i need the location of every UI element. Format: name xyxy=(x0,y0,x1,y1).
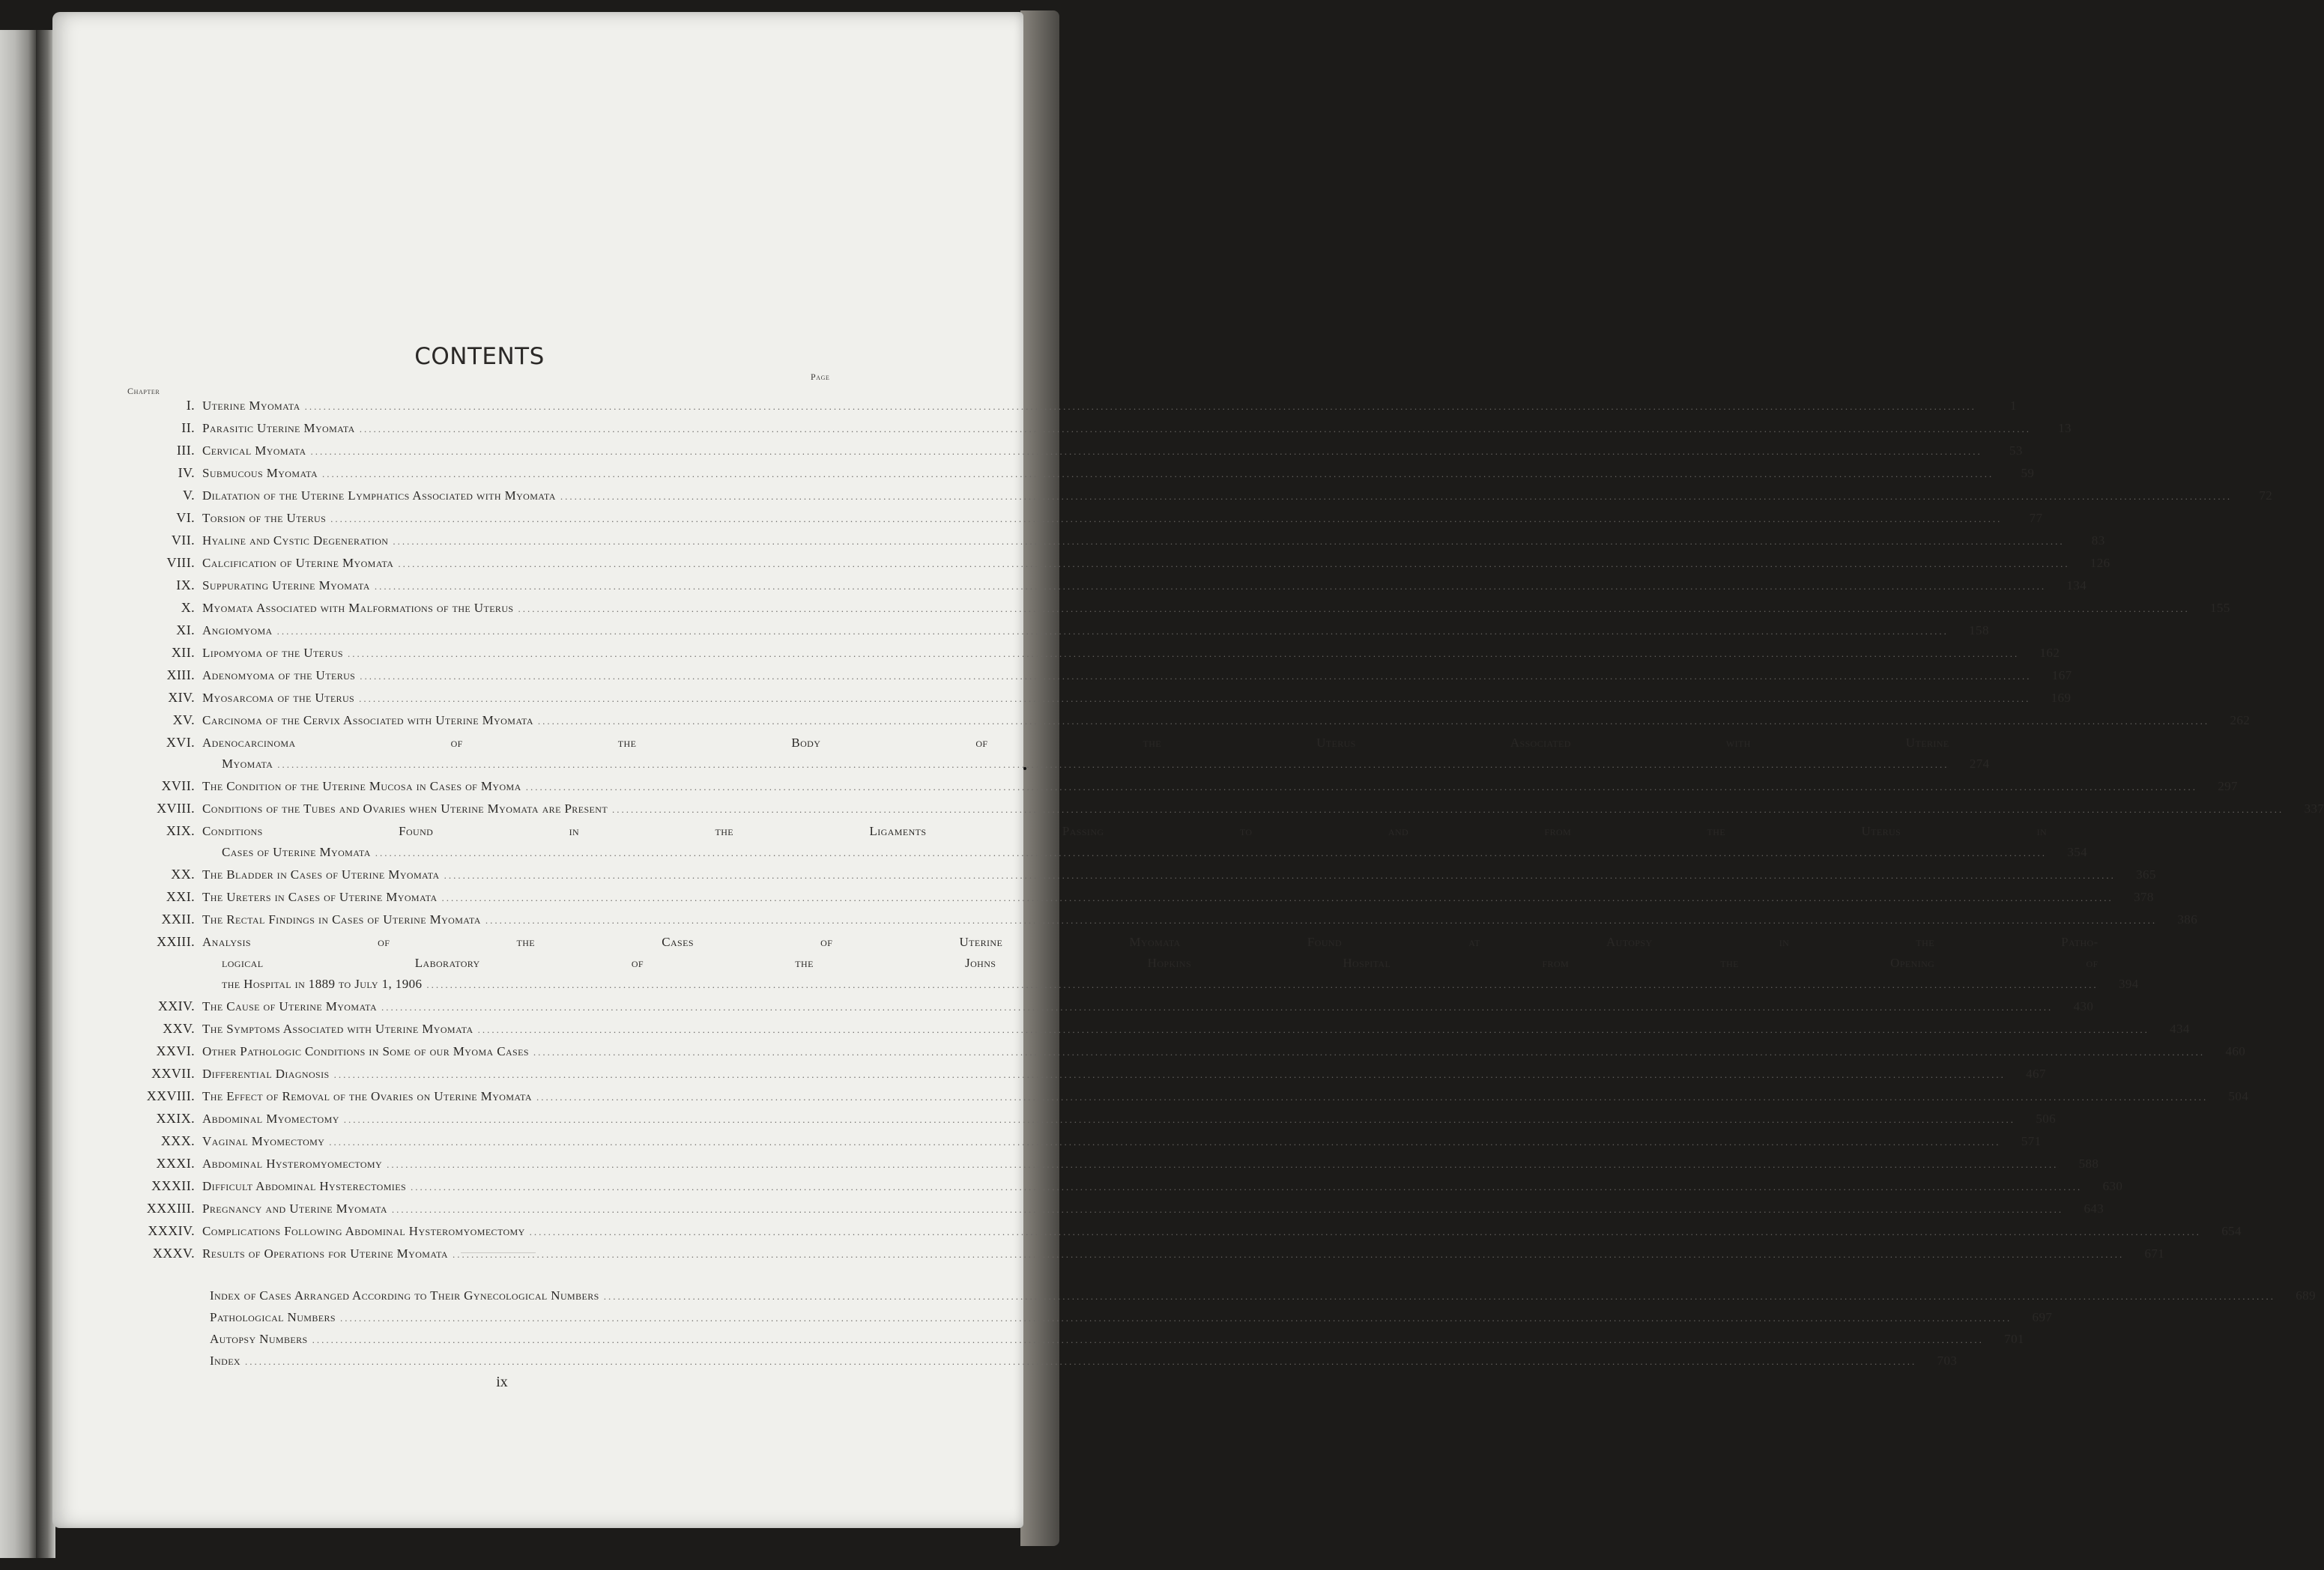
page-ref: 83 xyxy=(2091,533,2105,548)
page-title: CONTENTS xyxy=(414,343,545,370)
chapter-title: Conditions of the Tubes and Ovaries when Uterine Myomata are Present xyxy=(202,801,608,816)
dot-leader xyxy=(442,888,2113,909)
toc-row xyxy=(120,798,2324,820)
chapter-number: XX. xyxy=(171,867,195,882)
page-ref: 504 xyxy=(2228,1089,2249,1103)
chapter-number: XXVII. xyxy=(151,1066,195,1081)
page-ref: 162 xyxy=(2039,646,2060,660)
page-ref: 337 xyxy=(2304,801,2324,816)
chapter-title: Difficult Abdominal Hysterectomies xyxy=(202,1179,407,1193)
chapter-title: The Symptoms Associated with Uterine Myomata xyxy=(202,1022,473,1036)
chapter-title: Conditions Found in the Ligaments Passing to and from the Uterus in xyxy=(202,824,2048,838)
dot-leader xyxy=(360,419,2031,440)
chapter-title: Analysis of the Cases of Uterine Myomata Found at Autopsy in the Patho- xyxy=(202,935,2098,949)
toc-row xyxy=(120,886,2154,909)
page-ref: 460 xyxy=(2225,1044,2246,1058)
chapter-title: The Bladder in Cases of Uterine Myomata xyxy=(202,867,440,882)
toc-row xyxy=(120,1130,2042,1153)
section-divider xyxy=(461,1252,536,1253)
chapter-number: XVI. xyxy=(166,735,195,750)
chapter-number: VIII. xyxy=(166,555,195,570)
chapter-title: Myomata Associated with Malformations of the Uterus xyxy=(202,601,514,615)
chapter-title: Lipomyoma of the Uterus xyxy=(202,646,343,660)
chapter-number: X. xyxy=(181,600,195,615)
toc-row xyxy=(120,552,2110,575)
page-ref: 1 xyxy=(2010,398,2017,413)
toc-row xyxy=(120,440,2023,462)
index-row xyxy=(210,1351,1958,1372)
chapter-number: XIV. xyxy=(168,690,195,705)
chapter-title-continued: the Hospital in 1889 to July 1, 1906 xyxy=(222,977,423,991)
dot-leader xyxy=(485,910,2157,931)
dot-leader xyxy=(536,1087,2208,1108)
toc-row xyxy=(120,1063,2046,1085)
chapter-number: XV. xyxy=(172,712,195,727)
toc-row xyxy=(120,1108,2057,1130)
page-ref: 169 xyxy=(2051,691,2072,705)
page-ref: 354 xyxy=(2067,845,2088,859)
dot-leader xyxy=(360,666,2031,687)
chapter-number: XXXII. xyxy=(151,1178,195,1193)
chapter-title-continued: Myomata xyxy=(222,757,273,771)
dot-leader xyxy=(612,799,2284,820)
toc-row xyxy=(120,575,2087,597)
chapter-number: XII. xyxy=(171,645,195,660)
chapter-number: XXXIII. xyxy=(146,1201,195,1216)
page-column-header: Page xyxy=(811,372,830,382)
page-ref: 158 xyxy=(1969,623,1989,637)
index-title: Autopsy Numbers xyxy=(210,1332,308,1346)
toc-row xyxy=(120,1198,2104,1220)
page-ref: 59 xyxy=(2021,466,2035,480)
chapter-title: Complications Following Abdominal Hysteromyomectomy xyxy=(202,1224,525,1238)
toc-row xyxy=(120,1220,2242,1243)
chapter-title: Uterine Myomata xyxy=(202,398,300,413)
left-page-edge xyxy=(0,30,37,1558)
dot-leader xyxy=(604,1286,2275,1307)
page-ref: 13 xyxy=(2058,421,2072,435)
dot-leader xyxy=(348,643,2019,664)
index-title: Index of Cases Arranged According to Their Gynecological Numbers xyxy=(210,1288,599,1303)
dot-leader xyxy=(322,464,1994,485)
toc-row xyxy=(120,995,2094,1018)
page-ref: 701 xyxy=(2004,1332,2024,1346)
chapter-number: I. xyxy=(186,398,195,413)
dot-leader xyxy=(560,486,2232,507)
chapter-title: Abdominal Hysteromyomectomy xyxy=(202,1157,383,1171)
chapter-title: Adenocarcinoma of the Body of the Uterus Associated with Uterine xyxy=(202,736,1949,750)
chapter-number: III. xyxy=(176,443,195,458)
page-ref: 155 xyxy=(2210,601,2230,615)
toc-row xyxy=(120,395,2017,417)
chapter-number: XI. xyxy=(176,622,195,637)
toc-row xyxy=(120,775,2238,798)
dot-leader xyxy=(330,509,2002,530)
toc-row xyxy=(120,417,2072,440)
chapter-number: XXIV. xyxy=(157,998,195,1013)
toc-row xyxy=(120,687,2072,709)
page-ref: 571 xyxy=(2021,1134,2042,1148)
page-ref: 134 xyxy=(2066,578,2087,592)
page-ref: 262 xyxy=(2230,713,2251,727)
chapter-title: The Ureters in Cases of Uterine Myomata xyxy=(202,890,438,904)
chapter-number: XXVIII. xyxy=(146,1088,195,1103)
chapter-title: Torsion of the Uterus xyxy=(202,511,327,525)
dot-leader xyxy=(411,1177,2082,1198)
page-ref: 630 xyxy=(2102,1179,2123,1193)
toc-row xyxy=(120,732,1990,775)
toc-row xyxy=(120,1040,2246,1063)
index-row xyxy=(210,1329,2024,1351)
chapter-title: Cervical Myomata xyxy=(202,443,306,458)
index-title: Pathological Numbers xyxy=(210,1310,336,1324)
toc-row xyxy=(120,1175,2123,1198)
page-ref: 297 xyxy=(2218,779,2238,793)
chapter-title: Angiomyoma xyxy=(202,623,273,637)
toc-row xyxy=(120,1243,2165,1265)
chapter-title: Abdominal Myomectomy xyxy=(202,1112,339,1126)
chapter-title: Pregnancy and Uterine Myomata xyxy=(202,1201,387,1216)
chapter-number: XIX. xyxy=(166,823,195,838)
page-ref: 671 xyxy=(2144,1246,2165,1261)
page-ref: 430 xyxy=(2073,999,2094,1013)
page-ref: 365 xyxy=(2136,867,2156,882)
page-number: ix xyxy=(496,1374,508,1390)
dot-leader xyxy=(533,1042,2205,1063)
chapter-number: XXXIV. xyxy=(148,1223,195,1238)
chapter-number: XXV. xyxy=(163,1021,195,1036)
chapter-number: IX. xyxy=(176,578,195,592)
page-ref: 654 xyxy=(2221,1224,2242,1238)
dot-leader xyxy=(329,1132,2000,1153)
page-ref: 506 xyxy=(2036,1112,2057,1126)
chapter-number: XXIX. xyxy=(156,1111,195,1126)
index-list xyxy=(210,1285,2316,1372)
chapter-title: Calcification of Uterine Myomata xyxy=(202,556,394,570)
chapter-title: The Condition of the Uterine Mucosa in Cases of Myoma xyxy=(202,779,521,793)
chapter-list xyxy=(120,395,2324,1265)
chapter-number: XXII. xyxy=(161,912,195,927)
chapter-number: XXX. xyxy=(160,1133,195,1148)
dot-leader xyxy=(426,975,2098,995)
toc-row xyxy=(120,619,1989,642)
toc-row xyxy=(120,507,2043,530)
chapter-title: Differential Diagnosis xyxy=(202,1067,330,1081)
chapter-number: XXI. xyxy=(166,889,195,904)
toc-row xyxy=(120,1153,2099,1175)
dot-leader xyxy=(340,1308,2012,1329)
dot-leader xyxy=(245,1351,1916,1372)
chapter-title: Myosarcoma of the Uterus xyxy=(202,691,355,705)
dot-leader xyxy=(277,621,1949,642)
chapter-number: XVIII. xyxy=(157,801,195,816)
toc-row xyxy=(120,485,2273,507)
dot-leader xyxy=(393,531,2064,552)
dot-leader xyxy=(305,396,1976,417)
toc-row xyxy=(120,1018,2190,1040)
toc-row xyxy=(120,642,2060,664)
chapter-number: XIII. xyxy=(166,667,195,682)
toc-row xyxy=(120,530,2105,552)
page-ref: 274 xyxy=(1969,757,1990,771)
chapter-title: Vaginal Myomectomy xyxy=(202,1134,325,1148)
dot-leader xyxy=(375,576,2046,597)
chapter-title: Other Pathologic Conditions in Some of our Myoma Cases xyxy=(202,1044,529,1058)
page-ref: 167 xyxy=(2051,668,2072,682)
page-ref: 689 xyxy=(2296,1288,2316,1303)
dot-leader xyxy=(311,441,1982,462)
dot-leader xyxy=(530,1222,2201,1243)
chapter-number: V. xyxy=(183,488,195,503)
chapter-title: Carcinoma of the Cervix Associated with Uterine Myomata xyxy=(202,713,533,727)
dot-leader xyxy=(359,688,2030,709)
chapter-title: Adenomyoma of the Uterus xyxy=(202,668,356,682)
page-ref: 434 xyxy=(2170,1022,2190,1036)
chapter-number: XVII. xyxy=(161,778,195,793)
chapter-title: The Effect of Removal of the Ovaries on Uterine Myomata xyxy=(202,1089,532,1103)
chapter-number: VI. xyxy=(176,510,195,525)
chapter-title-continued: Cases of Uterine Myomata xyxy=(222,845,371,859)
chapter-column-header: Chapter xyxy=(127,386,160,396)
dot-leader xyxy=(344,1109,2015,1130)
page-ref: 53 xyxy=(2009,443,2023,458)
dot-leader xyxy=(381,997,2053,1018)
toc-row xyxy=(120,462,2035,485)
page-ref: 394 xyxy=(2118,977,2139,991)
index-row xyxy=(210,1285,2316,1307)
chapter-title: Results of Operations for Uterine Myomata xyxy=(202,1246,448,1261)
chapter-title: Parasitic Uterine Myomata xyxy=(202,421,355,435)
dot-leader xyxy=(478,1019,2149,1040)
dot-leader xyxy=(538,711,2209,732)
page-ref: 378 xyxy=(2134,890,2154,904)
chapter-number: VII. xyxy=(171,533,195,548)
dot-leader xyxy=(398,554,2069,575)
chapter-title: Dilatation of the Uterine Lymphatics Associated with Myomata xyxy=(202,488,556,503)
chapter-title: The Rectal Findings in Cases of Uterine Myomata xyxy=(202,912,481,927)
toc-row xyxy=(120,597,2230,619)
index-row xyxy=(210,1307,2053,1329)
chapter-number: XXXV. xyxy=(152,1246,195,1261)
chapter-number: II. xyxy=(181,420,195,435)
chapter-title-continued: logical Laboratory of the Johns Hopkins Hospital from the Opening of xyxy=(222,956,2098,970)
dot-leader xyxy=(526,777,2197,798)
page-ref: 643 xyxy=(2084,1201,2104,1216)
chapter-number: XXVI. xyxy=(156,1043,195,1058)
toc-row xyxy=(120,709,2251,732)
page-ref: 697 xyxy=(2032,1310,2053,1324)
page-ref: 386 xyxy=(2177,912,2198,927)
page-ref: 72 xyxy=(2259,488,2273,503)
page-ref: 588 xyxy=(2078,1157,2099,1171)
chapter-number: XXXI. xyxy=(156,1156,195,1171)
chapter-number: XXIII. xyxy=(157,934,195,949)
chapter-title: Submucous Myomata xyxy=(202,466,318,480)
dot-leader xyxy=(392,1199,2063,1220)
toc-row xyxy=(120,664,2072,687)
chapter-title: Suppurating Uterine Myomata xyxy=(202,578,370,592)
dot-leader xyxy=(375,843,2047,864)
dot-leader xyxy=(334,1064,2006,1085)
chapter-title: The Cause of Uterine Myomata xyxy=(202,999,378,1013)
chapter-title: Hyaline and Cystic Degeneration xyxy=(202,533,389,548)
dot-leader xyxy=(312,1330,1984,1351)
chapter-number: IV. xyxy=(178,465,195,480)
toc-row xyxy=(120,1085,2249,1108)
dot-leader xyxy=(444,865,2116,886)
dot-leader xyxy=(518,598,2189,619)
dot-leader xyxy=(453,1244,2124,1265)
toc-row xyxy=(120,820,2088,864)
page-ref: 77 xyxy=(2029,511,2043,525)
dot-leader xyxy=(277,754,1949,775)
page-ref: 467 xyxy=(2026,1067,2046,1081)
dot-leader xyxy=(387,1154,2058,1175)
toc-row xyxy=(120,909,2198,931)
page-ref: 126 xyxy=(2090,556,2110,570)
toc-row xyxy=(120,931,2139,995)
page-ref: 703 xyxy=(1937,1354,1958,1368)
index-title: Index xyxy=(210,1354,240,1368)
toc-row xyxy=(120,864,2156,886)
